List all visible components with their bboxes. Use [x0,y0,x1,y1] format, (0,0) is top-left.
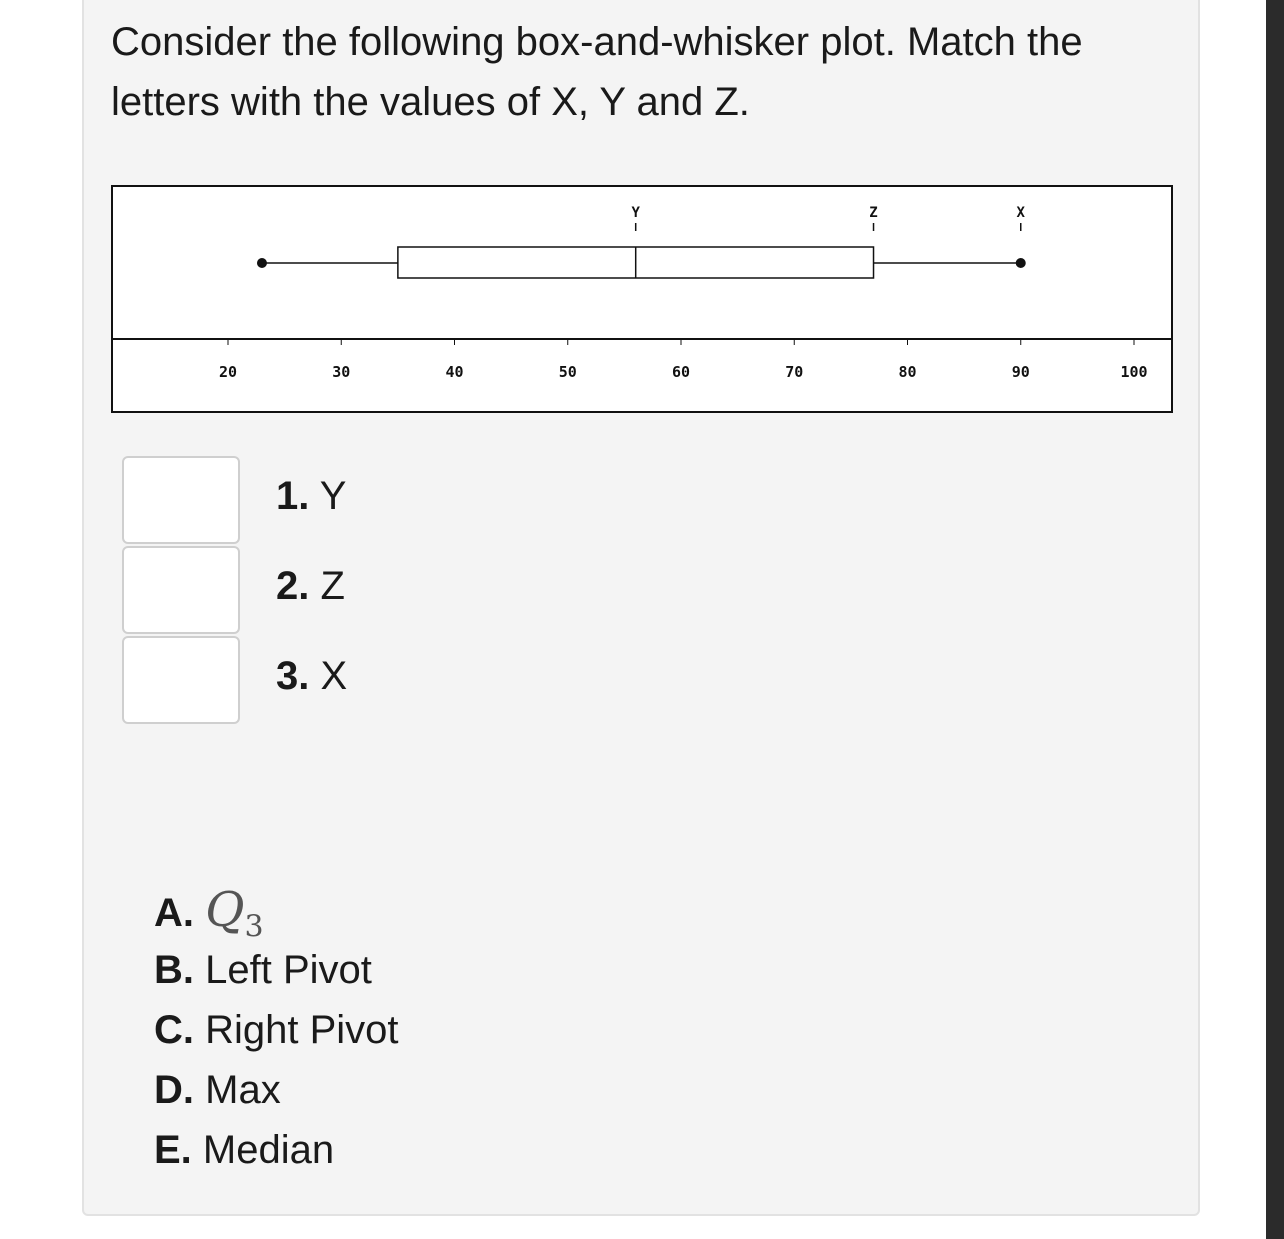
x-tick-label-50: 50 [558,363,577,381]
option-a-sub: 3 [244,909,264,945]
x-tick-label-60: 60 [671,363,691,381]
option-list [154,880,399,1180]
x-tick-label-40: 40 [445,363,464,381]
match-label-1 [276,474,346,519]
min-point [257,258,267,268]
annotation-z: Z [869,205,878,221]
match-label-3 [276,654,347,699]
annotation-x: X [1016,205,1025,221]
match-label-2 [276,564,345,609]
match-letter-3: X [320,654,348,698]
option-b-text: Left Pivot [205,948,372,992]
answer-box-1[interactable] [122,456,240,544]
option-a-key: A. [154,891,194,935]
max-point [1016,258,1026,268]
box-plot-svg [113,187,1171,411]
x-tick-label-100: 100 [1120,363,1148,381]
option-d-key: D. [154,1068,194,1112]
option-a-text: Q [205,882,245,938]
match-number-3: 3. [276,654,310,698]
x-tick-label-80: 80 [898,363,917,381]
option-c-text: Right Pivot [205,1008,399,1052]
option-d [154,1060,399,1120]
match-letter-1: Y [319,474,347,518]
box-plot [111,185,1173,413]
x-tick-label-30: 30 [332,363,351,381]
match-letter-2: Z [320,564,345,608]
answer-box-3[interactable] [122,636,240,724]
question-text: Consider the following box-and-whisker plot. Match the letters with the values of X, Y and Z. [111,20,1083,124]
option-e [154,1120,399,1180]
window-edge [1266,0,1284,1239]
x-tick-label-90: 90 [1011,363,1030,381]
option-e-text: Median [202,1128,335,1172]
x-tick-label-20: 20 [218,363,238,381]
option-c-key: C. [154,1008,194,1052]
option-e-key: E. [154,1128,192,1172]
option-a [154,880,399,945]
x-tick-label-70: 70 [785,363,804,381]
annotation-y: Y [631,205,640,221]
option-b-key: B. [154,948,194,992]
match-number-2: 2. [276,564,310,608]
option-b [154,940,399,1000]
option-d-text: Max [205,1068,281,1112]
answer-box-2[interactable] [122,546,240,634]
match-number-1: 1. [276,474,310,518]
option-c [154,1000,399,1060]
option-a-q3 [205,882,264,945]
